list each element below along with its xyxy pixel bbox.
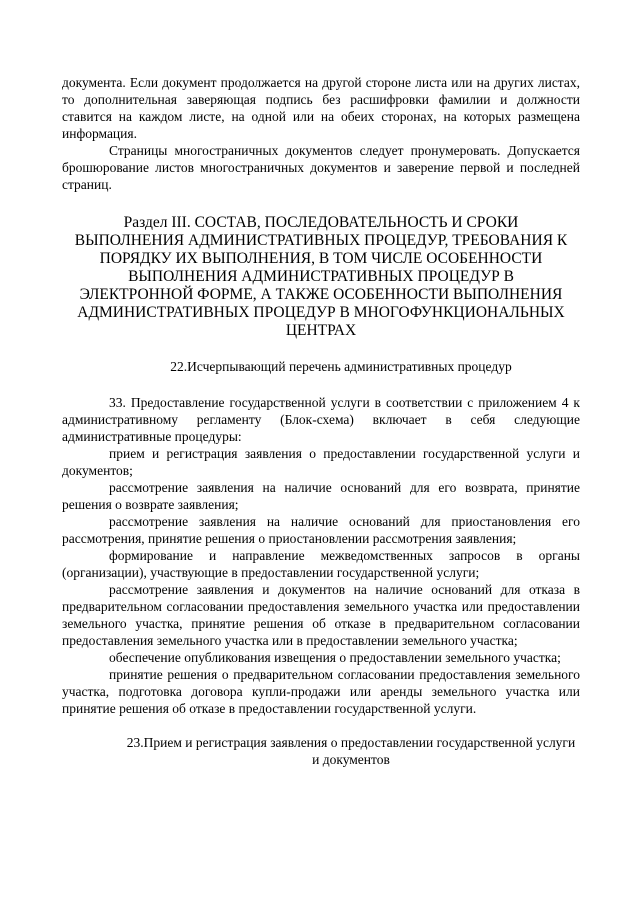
procedure-item: рассмотрение заявления на наличие оснований для его возврата, принятие решения о возврате заявления; [62,480,580,512]
section-title: Раздел III. СОСТАВ, ПОСЛЕДОВАТЕЛЬНОСТЬ И СРОКИ ВЫПОЛНЕНИЯ АДМИНИСТРАТИВНЫХ ПРОЦЕДУР, ТРЕБОВАНИЯ К ПОРЯДКУ ИХ ВЫПОЛНЕНИЯ, В ТОМ ЧИСЛЕ ОСОБЕННОСТИ ВЫПОЛНЕНИЯ АДМИНИСТРАТИВНЫХ ПРОЦЕДУР В ЭЛЕКТРОННОЙ ФОРМЕ, А ТАКЖЕ ОСОБЕННОСТИ ВЫПОЛНЕНИЯ АДМИНИСТРАТИВНЫХ ПРОЦЕДУР В МНОГОФУНКЦИОНАЛЬНЫХ ЦЕНТРАХ [74,214,568,339]
procedure-item: обеспечение опубликования извещения о предоставлении земельного участка; [109,650,561,665]
paragraph-33: 33. Предоставление государственной услуги в соответствии с приложением 4 к административному регламенту (Блок-схема) включает в себя следующие административные процедуры: [62,395,580,444]
intro-paragraph-2: Страницы многостраничных документов следует пронумеровать. Допускается брошюрование листов многостраничных документов и заверение первой и последней страниц. [62,143,580,192]
procedure-item: формирование и направление межведомственных запросов в органы (организации), участвующие в предоставлении государственной услуги; [62,548,580,580]
procedure-item: рассмотрение заявления и документов на наличие оснований для отказа в предварительном согласовании предоставления земельного участка или предоставлении земельного участка, принятие решения об отказе в предварительном согласовании предоставления земельного участка или в предоставлении земельного участка; [62,582,580,648]
subsection-22-title: 22.Исчерпывающий перечень административных процедур [170,359,512,374]
procedure-item: прием и регистрация заявления о предоставлении государственной услуги и документов; [62,446,580,478]
procedure-item: принятие решения о предварительном согласовании предоставления земельного участка, подготовка договора купли-продажи или аренды земельного участка или принятие решения об отказе в предоставлении государственной услуги. [62,667,580,716]
procedure-item: рассмотрение заявления на наличие оснований для приостановления его рассмотрения, принятие решения о приостановлении рассмотрения заявления; [62,514,580,546]
document-page [62,74,580,768]
subsection-23-title: 23.Прием и регистрация заявления о предоставлении государственной услуги и документов [126,735,576,767]
intro-paragraph-1: документа. Если документ продолжается на другой стороне листа или на других листах, то дополнительная заверяющая подпись без расшифровки фамилии и должности ставится на каждом листе, на одной или на обеих сторонах, на которых размещена информация. [62,75,580,141]
